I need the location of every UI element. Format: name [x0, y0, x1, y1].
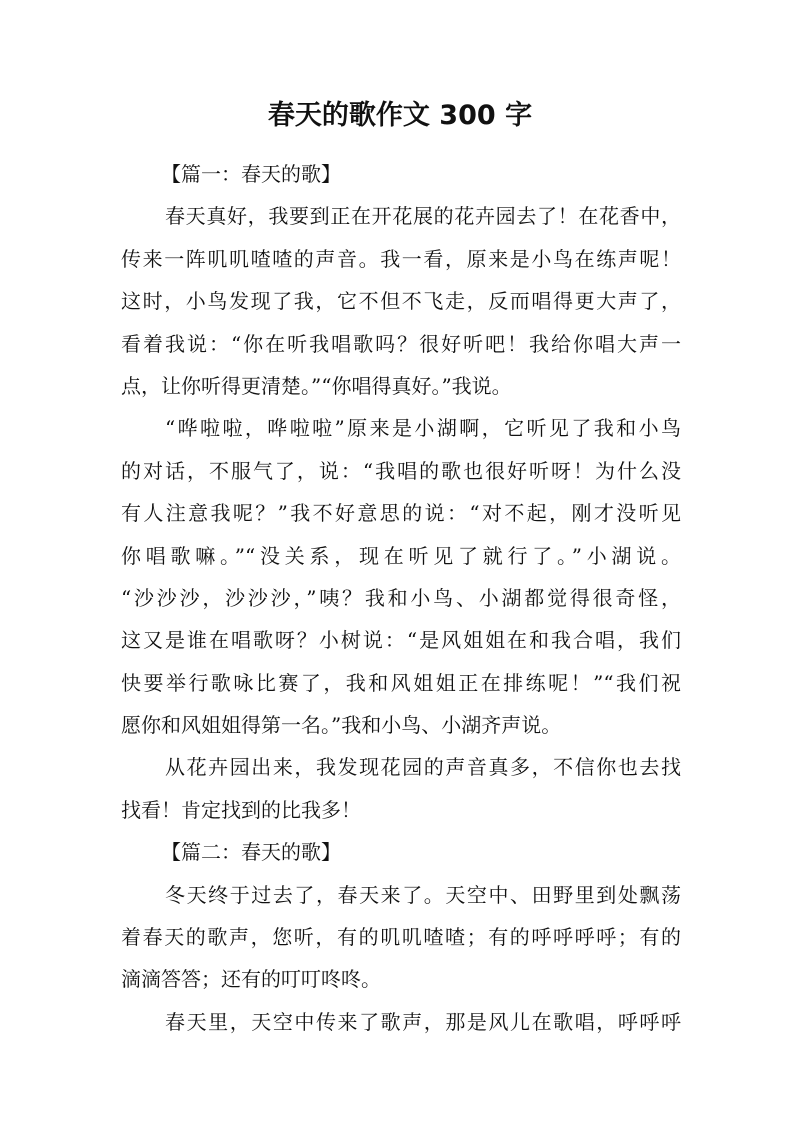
section-heading-1: 【篇一：春天的歌】: [161, 162, 341, 186]
text-line: 的对话，不服气了，说：“我唱的歌也很好听呀！为什么没: [121, 458, 681, 483]
document-title: 春天的歌作文 300 字: [267, 100, 533, 131]
text-line: 找看！肯定找到的比我多！: [121, 797, 361, 822]
section-heading-2: 【篇二：春天的歌】: [161, 840, 341, 865]
text-line: 愿你和风姐姐得第一名。”我和小鸟、小湖齐声说。: [121, 713, 562, 738]
text-line: 冬天终于过去了，春天来了。天空中、田野里到处飘荡: [165, 882, 681, 907]
document-body: [121, 153, 681, 1043]
text-line: 这又是谁在唱歌呀？小树说：“是风姐姐在和我合唱，我们: [121, 628, 681, 653]
text-line: 传来一阵叽叽喳喳的声音。我一看，原来是小鸟在练声呢！: [121, 246, 681, 271]
text-line: 快要举行歌咏比赛了，我和风姐姐正在排练呢！”“我们祝: [121, 670, 681, 695]
text-line: 你唱歌嘛。”“没关系，现在听见了就行了。”小湖说。: [121, 543, 681, 568]
text-line: 有人注意我呢？”我不好意思的说：“对不起，刚才没听见: [121, 501, 681, 526]
text-line: 春天里，天空中传来了歌声，那是风儿在歌唱，呼呼呼: [165, 1009, 681, 1034]
text-line: 这时，小鸟发现了我，它不但不飞走，反而唱得更大声了，: [121, 289, 681, 314]
text-line: “沙沙沙，沙沙沙，”咦？我和小鸟、小湖都觉得很奇怪，: [121, 585, 681, 610]
text-line: 着春天的歌声，您听，有的叽叽喳喳；有的呼呼呼呼；有的: [121, 925, 681, 950]
text-line: 春天真好，我要到正在开花展的花卉园去了！在花香中，: [165, 204, 681, 229]
text-line: 从花卉园出来，我发现花园的声音真多，不信你也去找: [165, 755, 681, 780]
text-line: 看着我说：“你在听我唱歌吗？很好听吧！我给你唱大声一: [121, 331, 681, 356]
text-line: 滴滴答答；还有的叮叮咚咚。: [121, 967, 381, 992]
text-line: “哗啦啦，哗啦啦”原来是小湖啊，它听见了我和小鸟: [165, 416, 681, 441]
text-line: 点，让你听得更清楚。”“你唱得真好。”我说。: [121, 373, 512, 398]
